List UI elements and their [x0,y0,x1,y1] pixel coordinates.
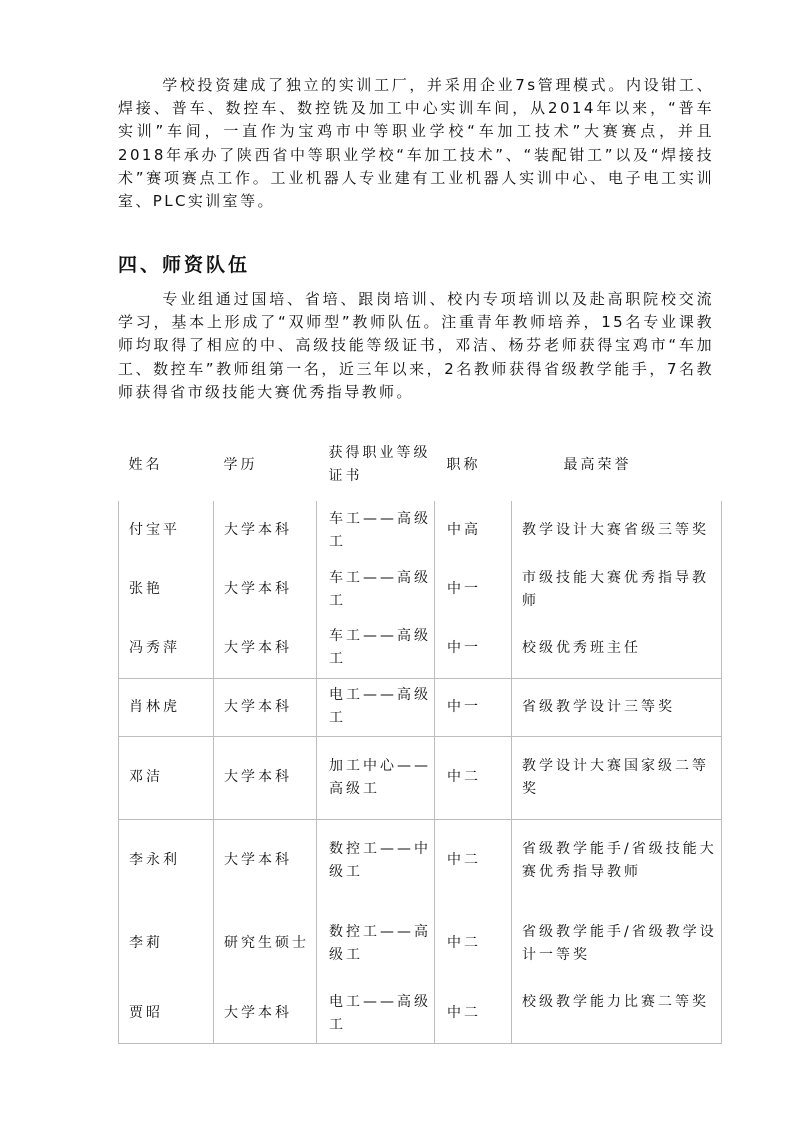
cell-name: 张艳 [119,560,214,619]
facility-paragraph-text: 学校投资建成了独立的实训工厂，并采用企业7s管理模式。内设钳工、焊接、普车、数控车、数控铣及加工中心实训车间，从2014年以来，“普车实训”车间，一直作为宝鸡市中等职业学校“车加工技术”大赛赛点，并且2018年承办了陕西省中等职业学校“车加工技术”、“装配钳工”以及“焊接技术”赛项赛点工作。工业机器人专业建有工业机器人实训中心、电子电工实训室、PLC实训室等。 [118,76,714,211]
cell-certificate: 数控工——中级工 [317,819,435,902]
cell-education: 大学本科 [214,560,317,619]
table-row [119,678,722,736]
facility-paragraph [118,74,714,213]
table-row [119,985,722,1043]
cell-education: 大学本科 [214,736,317,819]
cell-certificate: 加工中心——高级工 [317,736,435,819]
faculty-table [118,429,722,1044]
cell-honor: 省级教学能手/省级技能大赛优秀指导教师 [512,819,722,902]
cell-honor: 省级教学设计三等奖 [512,678,722,736]
cell-title: 中二 [435,736,512,819]
table-row [119,560,722,619]
table-row [119,902,722,985]
cell-name: 李永利 [119,819,214,902]
cell-education: 大学本科 [214,985,317,1043]
cell-certificate: 电工——高级工 [317,985,435,1043]
cell-honor: 市级技能大赛优秀指导教师 [512,560,722,619]
cell-name: 贾昭 [119,985,214,1043]
header-honor: 最高荣誉 [563,456,632,473]
cell-education: 大学本科 [214,819,317,902]
cell-honor: 教学设计大赛省级三等奖 [512,501,722,560]
header-education: 学历 [223,456,258,473]
table-header-row [119,429,722,501]
table-row [119,736,722,819]
cell-name: 冯秀萍 [119,619,214,678]
cell-title: 中一 [435,678,512,736]
cell-honor: 教学设计大赛国家级二等奖 [512,736,722,819]
header-title: 职称 [446,456,481,473]
header-certificate: 获得职业等级证书 [328,445,431,484]
cell-certificate: 电工——高级工 [317,678,435,736]
cell-honor: 校级教学能力比赛二等奖 [512,985,722,1043]
cell-title: 中二 [435,985,512,1043]
section-heading: 四、师资队伍 [118,254,251,276]
cell-title: 中一 [435,560,512,619]
cell-certificate: 车工——高级工 [317,560,435,619]
cell-name: 付宝平 [119,501,214,560]
table-row [119,501,722,560]
cell-title: 中一 [435,619,512,678]
cell-certificate: 车工——高级工 [317,501,435,560]
cell-certificate: 数控工——高级工 [317,902,435,985]
header-name: 姓名 [128,456,163,473]
cell-education: 研究生硕士 [214,902,317,985]
cell-title: 中高 [435,501,512,560]
cell-name: 邓洁 [119,736,214,819]
cell-title: 中二 [435,819,512,902]
table-row [119,819,722,902]
cell-name: 李莉 [119,902,214,985]
cell-honor: 校级优秀班主任 [512,619,722,678]
cell-education: 大学本科 [214,678,317,736]
cell-name: 肖林虎 [119,678,214,736]
cell-certificate: 车工——高级工 [317,619,435,678]
cell-title: 中二 [435,902,512,985]
cell-honor: 省级教学能手/省级教学设计一等奖 [512,902,722,985]
cell-education: 大学本科 [214,501,317,560]
faculty-paragraph-text: 专业组通过国培、省培、跟岗培训、校内专项培训以及赴高职院校交流学习，基本上形成了“双师型”教师队伍。注重青年教师培养，15名专业课教师均取得了相应的中、高级技能等级证书，邓洁、杨芬老师获得宝鸡市“车加工、数控车”教师组第一名，近三年以来，2名教师获得省级教学能手，7名教师获得省市级技能大赛优秀指导教师。 [118,290,714,401]
faculty-paragraph [118,288,714,404]
cell-education: 大学本科 [214,619,317,678]
table-row [119,619,722,678]
